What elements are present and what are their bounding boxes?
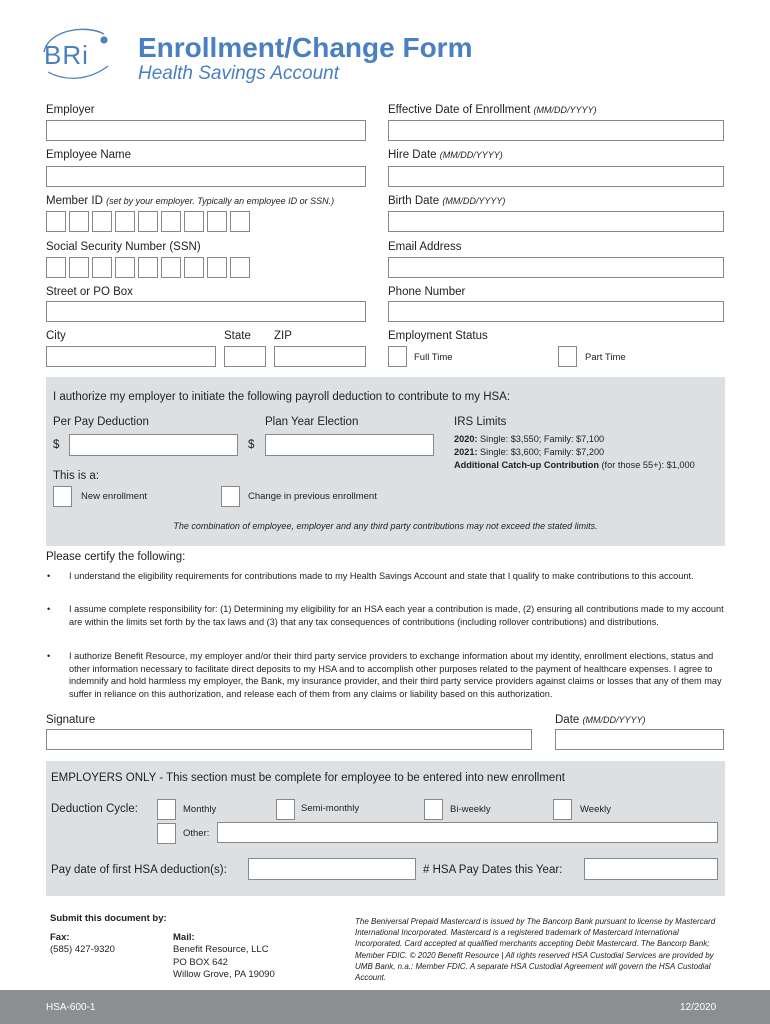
state-field[interactable] bbox=[224, 346, 266, 367]
signature-date-hint: (MM/DD/YYYY) bbox=[582, 715, 646, 725]
new-enrollment-checkbox[interactable] bbox=[53, 486, 72, 507]
plan-year-dollar: $ bbox=[248, 439, 255, 451]
part-time-checkbox[interactable] bbox=[558, 346, 577, 367]
employee-name-field[interactable] bbox=[46, 166, 366, 187]
employers-only-heading: EMPLOYERS ONLY - This section must be complete for employee to be entered into new enrollment bbox=[51, 772, 565, 784]
pay-date-label: Pay date of first HSA deduction(s): bbox=[51, 864, 227, 876]
bullet-icon: • bbox=[47, 651, 51, 661]
member-id-hint: (set by your employer. Typically an employee ID or SSN.) bbox=[106, 196, 335, 206]
irs-2021-value: Single: $3,600; Family: $7,200 bbox=[477, 446, 605, 457]
birth-date-text: Birth Date bbox=[388, 195, 440, 207]
state-label: State bbox=[224, 330, 251, 342]
part-time-label: Part Time bbox=[585, 352, 626, 363]
mail-address bbox=[173, 944, 275, 982]
change-previous-label: Change in previous enrollment bbox=[248, 491, 377, 502]
per-pay-field[interactable] bbox=[69, 434, 238, 456]
certify-item-text: I assume complete responsibility for: (1) Determining my eligibility for an HSA each year a contribution is made, (2) ensuring all contributions made to my account are within the limits set forth by the tax laws and (3) that any tax consequences of contributions (including rollover contributions) and distributions. bbox=[69, 604, 724, 627]
certify-heading: Please certify the following: bbox=[46, 551, 186, 563]
member-id-digit[interactable] bbox=[161, 211, 181, 232]
signature-date-label bbox=[555, 714, 646, 726]
page-title: Enrollment/Change Form bbox=[138, 32, 473, 63]
other-field[interactable] bbox=[217, 822, 718, 843]
street-field[interactable] bbox=[46, 301, 366, 322]
change-previous-checkbox[interactable] bbox=[221, 486, 240, 507]
ssn-digit[interactable] bbox=[161, 257, 181, 278]
certify-item-text: I authorize Benefit Resource, my employer and/or their third party service providers to exchange information about my identity, enrollment elections, status and other information necessary to facilitate direct deposits to my HSA and to accomplish other purposes related to the payment of healthcare expenses. I agree to indemnify and hold harmless my employer, the Bank, my insurance provider, and their third party service providers against claims or losses that any of them may suffer in reliance on this authorization, and release each of them from any claims or liability based on this authorization. bbox=[69, 651, 722, 699]
member-id-digit[interactable] bbox=[138, 211, 158, 232]
mail-line: Willow Grove, PA 19090 bbox=[173, 969, 275, 980]
member-id-digit[interactable] bbox=[115, 211, 135, 232]
birth-date-label bbox=[388, 195, 505, 207]
fax-number: (585) 427-9320 bbox=[50, 944, 115, 955]
irs-2020-year: 2020: bbox=[454, 434, 478, 444]
monthly-checkbox[interactable] bbox=[157, 799, 176, 820]
irs-2021-year: 2021: bbox=[454, 446, 478, 457]
form-code: HSA-600-1 bbox=[46, 1002, 96, 1013]
bi-weekly-label: Bi-weekly bbox=[450, 804, 491, 815]
certify-item bbox=[47, 603, 725, 628]
employer-label: Employer bbox=[46, 104, 95, 116]
logo-text: BRi bbox=[44, 40, 89, 70]
city-label: City bbox=[46, 330, 66, 342]
pay-dates-year-field[interactable] bbox=[584, 858, 718, 880]
ssn-digit[interactable] bbox=[230, 257, 250, 278]
plan-year-field[interactable] bbox=[265, 434, 434, 456]
combination-note: The combination of employee, employer and any third party contributions may not exceed the stated limits. bbox=[173, 521, 598, 531]
irs-limits-heading: IRS Limits bbox=[454, 416, 507, 428]
street-label: Street or PO Box bbox=[46, 286, 133, 298]
new-enrollment-label: New enrollment bbox=[81, 491, 147, 502]
ssn-digit[interactable] bbox=[69, 257, 89, 278]
member-id-digit[interactable] bbox=[207, 211, 227, 232]
bi-weekly-checkbox[interactable] bbox=[424, 799, 443, 820]
ssn-field[interactable] bbox=[46, 257, 250, 278]
effective-date-label bbox=[388, 104, 597, 116]
employee-name-label: Employee Name bbox=[46, 149, 132, 161]
signature-date-field[interactable] bbox=[555, 729, 724, 750]
per-pay-label: Per Pay Deduction bbox=[53, 416, 149, 428]
irs-2020-line bbox=[454, 433, 695, 446]
irs-catchup-line bbox=[454, 459, 695, 472]
employer-field[interactable] bbox=[46, 120, 366, 141]
bullet-icon: • bbox=[47, 604, 51, 614]
zip-label: ZIP bbox=[274, 330, 292, 342]
page-subtitle: Health Savings Account bbox=[138, 63, 340, 84]
member-id-digit[interactable] bbox=[230, 211, 250, 232]
semi-monthly-checkbox[interactable] bbox=[276, 799, 295, 820]
mail-label: Mail: bbox=[173, 932, 195, 943]
zip-field[interactable] bbox=[274, 346, 366, 367]
irs-limits-list bbox=[454, 433, 695, 471]
member-id-field[interactable] bbox=[46, 211, 250, 232]
member-id-text: Member ID bbox=[46, 195, 103, 207]
weekly-label: Weekly bbox=[580, 804, 611, 815]
ssn-digit[interactable] bbox=[207, 257, 227, 278]
certify-item-text: I understand the eligibility requirements for contributions made to my Health Savings Account and state that I qualify to make contributions to this account. bbox=[69, 571, 694, 581]
deduction-cycle-label: Deduction Cycle: bbox=[51, 803, 138, 815]
member-id-digit[interactable] bbox=[69, 211, 89, 232]
hire-date-field[interactable] bbox=[388, 166, 724, 187]
irs-catchup-value: (for those 55+): $1,000 bbox=[598, 459, 695, 470]
signature-date-text: Date bbox=[555, 714, 580, 726]
footer-bar bbox=[0, 990, 770, 1024]
plan-year-label: Plan Year Election bbox=[265, 416, 359, 428]
card-disclaimer: The Beniversal Prepaid Mastercard is issued by The Bancorp Bank pursuant to license by Mastercard International Incorporated. Mastercard is a registered trademark of Mastercard International Incorporated. Card accepted at qualified merchants accepting Debit Mastercard. The Bancorp Bank; Member FDIC. © 2020 Benefit Resource | All rights reserved HSA Custodial Services are provided by UMB Bank, n.a.: Member FDIC. A separate HSA Custodial Agreement will govern the HSA Custodial Account. bbox=[355, 917, 716, 983]
member-id-digit[interactable] bbox=[46, 211, 66, 232]
other-label: Other: bbox=[183, 828, 210, 839]
semi-monthly-label: Semi-monthly bbox=[301, 803, 360, 814]
city-field[interactable] bbox=[46, 346, 216, 367]
ssn-digit[interactable] bbox=[138, 257, 158, 278]
certify-item bbox=[47, 650, 725, 700]
employment-status-label: Employment Status bbox=[388, 330, 488, 342]
hire-date-text: Hire Date bbox=[388, 149, 437, 161]
member-id-digit[interactable] bbox=[92, 211, 112, 232]
birth-date-hint: (MM/DD/YYYY) bbox=[442, 196, 506, 206]
full-time-checkbox[interactable] bbox=[388, 346, 407, 367]
authorize-text: I authorize my employer to initiate the following payroll deduction to contribute to my HSA: bbox=[53, 391, 511, 403]
hire-date-label bbox=[388, 149, 503, 161]
phone-label: Phone Number bbox=[388, 286, 466, 298]
weekly-checkbox[interactable] bbox=[553, 799, 572, 820]
member-id-label bbox=[46, 195, 334, 207]
bullet-icon: • bbox=[47, 571, 51, 581]
certify-item bbox=[47, 570, 725, 583]
signature-label: Signature bbox=[46, 714, 96, 726]
per-pay-dollar: $ bbox=[53, 439, 60, 451]
effective-date-hint: (MM/DD/YYYY) bbox=[533, 105, 597, 115]
mail-line: Benefit Resource, LLC bbox=[173, 944, 269, 955]
email-field[interactable] bbox=[388, 257, 724, 278]
email-label: Email Address bbox=[388, 241, 462, 253]
pay-dates-year-label: # HSA Pay Dates this Year: bbox=[423, 864, 563, 876]
ssn-digit[interactable] bbox=[115, 257, 135, 278]
monthly-label: Monthly bbox=[183, 804, 217, 815]
fax-label: Fax: bbox=[50, 932, 70, 943]
effective-date-field[interactable] bbox=[388, 120, 724, 141]
irs-2020-value: Single: $3,550; Family: $7,100 bbox=[477, 434, 605, 444]
birth-date-field[interactable] bbox=[388, 211, 724, 232]
ssn-digit[interactable] bbox=[46, 257, 66, 278]
ssn-digit[interactable] bbox=[184, 257, 204, 278]
effective-date-text: Effective Date of Enrollment bbox=[388, 104, 531, 116]
irs-catchup-label: Additional Catch-up Contribution bbox=[454, 459, 599, 470]
ssn-digit[interactable] bbox=[92, 257, 112, 278]
irs-2021-line bbox=[454, 446, 695, 459]
ssn-label: Social Security Number (SSN) bbox=[46, 241, 201, 253]
phone-field[interactable] bbox=[388, 301, 724, 322]
mail-line: PO BOX 642 bbox=[173, 956, 228, 968]
this-is-label: This is a: bbox=[53, 470, 100, 482]
full-time-label: Full Time bbox=[414, 352, 453, 363]
other-checkbox[interactable] bbox=[157, 823, 176, 844]
pay-date-field[interactable] bbox=[248, 858, 416, 880]
member-id-digit[interactable] bbox=[184, 211, 204, 232]
hire-date-hint: (MM/DD/YYYY) bbox=[439, 150, 503, 160]
submit-heading: Submit this document by: bbox=[50, 913, 167, 924]
form-date: 12/2020 bbox=[680, 1002, 717, 1013]
signature-field[interactable] bbox=[46, 729, 532, 750]
